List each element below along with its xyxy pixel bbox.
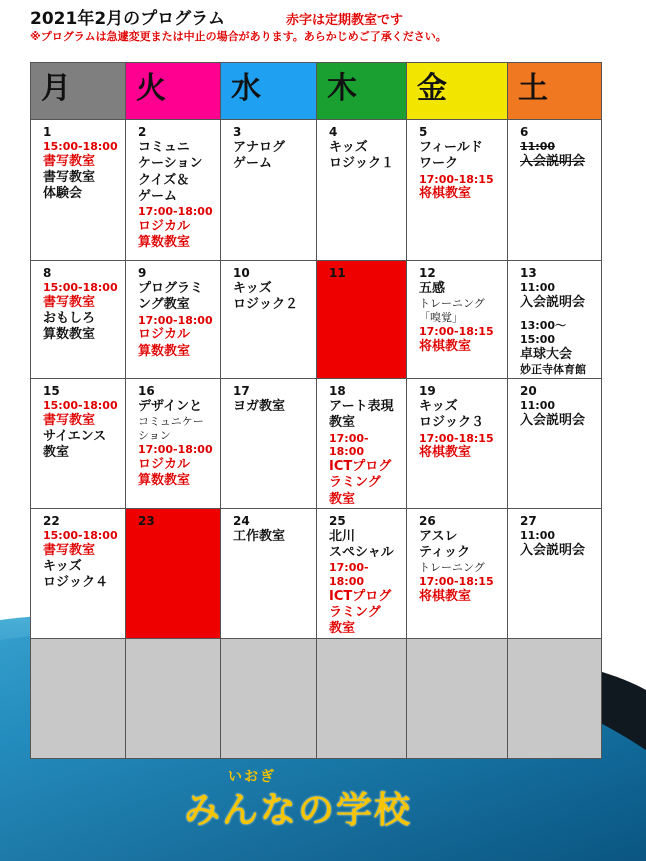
- day-cell-15: [31, 379, 126, 509]
- date-number: 23: [138, 513, 155, 528]
- day-cell-18: [317, 379, 407, 509]
- program-line: キッズ: [419, 399, 458, 414]
- program-line: アスレ: [419, 528, 458, 544]
- day-cell-24: [221, 508, 317, 638]
- date-number: 1: [43, 125, 52, 139]
- time-range: 17:00-18:00: [329, 431, 369, 459]
- empty-day-cell: [126, 638, 221, 758]
- program-line: キッズ: [329, 140, 368, 155]
- program-line: 入会説明会: [520, 542, 586, 558]
- weekday-tue: [126, 63, 221, 120]
- date-number: 3: [233, 125, 242, 139]
- program-line: 入会説明会: [520, 294, 586, 310]
- program-subline: トレーニング: [419, 561, 485, 575]
- program-line: フィールド: [419, 140, 483, 155]
- day-cell-13: [508, 261, 602, 379]
- day-cell-23-closed: [126, 508, 221, 638]
- cancelled-time: 11:00: [520, 140, 556, 153]
- day-cell-6: [508, 120, 602, 261]
- program-subline: 「嗅覚」: [419, 311, 463, 324]
- day-cell-20: [508, 379, 602, 509]
- calendar-table: [30, 62, 602, 759]
- time-range: 17:00-18:00: [138, 442, 213, 456]
- program-line: 五感: [419, 281, 446, 296]
- event-time: 11:00: [520, 281, 556, 294]
- date-number: 9: [138, 266, 147, 280]
- day-cell-19: [407, 379, 508, 509]
- date-number: 22: [43, 513, 60, 528]
- regular-class: ロジカル: [138, 327, 191, 343]
- week-row: [31, 508, 602, 638]
- program-line: ゲーム: [233, 156, 273, 172]
- program-line: クイズ＆: [138, 172, 190, 188]
- regular-class: 将棋教室: [419, 445, 472, 461]
- day-cell-8: [31, 261, 126, 379]
- date-number: 4: [329, 125, 338, 139]
- program-line: ロジック１: [329, 156, 395, 172]
- regular-class: 書写教室: [43, 294, 96, 310]
- date-number: 17: [233, 384, 250, 398]
- weekday-label: 金: [417, 71, 447, 106]
- event-time: 11:00: [520, 399, 556, 412]
- regular-class: ICTプログ: [329, 588, 392, 604]
- empty-day-cell: [31, 638, 126, 758]
- regular-class: 書写教室: [43, 542, 96, 558]
- date-number: 20: [520, 384, 537, 398]
- regular-class: ICTプログ: [329, 459, 392, 474]
- week-row-empty: [31, 638, 602, 758]
- weekday-sat: [508, 63, 602, 120]
- week-row: [31, 261, 602, 379]
- empty-day-cell: [508, 638, 602, 758]
- regular-class: 将棋教室: [419, 338, 472, 354]
- date-number: 5: [419, 125, 428, 139]
- regular-class: 書写教室: [43, 412, 96, 428]
- date-number: 19: [419, 384, 436, 398]
- empty-day-cell: [407, 638, 508, 758]
- empty-day-cell: [221, 638, 317, 758]
- weekday-label: 土: [518, 71, 548, 106]
- program-line: スペシャル: [329, 545, 394, 560]
- date-number: 25: [329, 513, 346, 528]
- regular-class: 教室: [329, 621, 356, 637]
- program-line: ロジック３: [419, 415, 485, 431]
- weekday-mon: [31, 63, 126, 120]
- page-title: 2021年2月のプログラム: [30, 9, 225, 29]
- day-cell-16: [126, 379, 221, 509]
- date-number: 24: [233, 513, 250, 528]
- event-time: 11:00: [520, 528, 556, 542]
- weekday-fri: [407, 63, 508, 120]
- day-cell-5: [407, 120, 508, 261]
- program-subline: ション: [138, 429, 171, 442]
- weekday-label: 木: [327, 71, 357, 106]
- day-cell-9: [126, 261, 221, 379]
- program-subline: トレーニング: [419, 297, 485, 311]
- logo-ruby: いおぎ: [228, 769, 276, 785]
- date-number: 26: [419, 513, 436, 528]
- day-cell-26: [407, 508, 508, 638]
- regular-class: 算数教室: [138, 343, 191, 359]
- program-line: ティック: [419, 545, 470, 560]
- regular-class: 算数教室: [138, 235, 191, 250]
- regular-class-note: 赤字は定期教室です: [286, 13, 404, 28]
- program-line: ヨガ教室: [233, 399, 286, 414]
- program-line: 入会説明会: [520, 412, 586, 428]
- cancelled-program: 入会説明会: [520, 153, 586, 169]
- date-number: 27: [520, 513, 537, 528]
- regular-class: 書写教室: [43, 153, 96, 169]
- program-line: 体験会: [43, 186, 83, 202]
- weekday-header-row: [31, 63, 602, 120]
- program-line: キッズ: [233, 281, 272, 296]
- time-range: 15:00-18:00: [43, 281, 118, 294]
- time-range: 17:00-18:15: [419, 431, 494, 445]
- day-cell-11-closed: [317, 261, 407, 379]
- time-range: 17:00-18:00: [138, 205, 213, 218]
- program-line: 北川: [329, 528, 356, 544]
- program-line: 算数教室: [43, 327, 96, 343]
- regular-class: ロジカル: [138, 218, 191, 234]
- day-cell-2: [126, 120, 221, 261]
- regular-class: 将棋教室: [419, 588, 472, 604]
- regular-class: ラミング: [329, 605, 381, 620]
- date-number: 2: [138, 125, 147, 139]
- date-number: 12: [419, 266, 436, 280]
- weekday-label: 火: [136, 71, 166, 106]
- program-line: 卓球大会: [520, 346, 573, 362]
- time-range: 15:00-18:00: [43, 399, 118, 412]
- day-cell-4: [317, 120, 407, 261]
- day-cell-27: [508, 508, 602, 638]
- change-notice: ※プログラムは急遽変更または中止の場合があります。あらかじめご了承ください。: [30, 30, 447, 43]
- day-cell-17: [221, 379, 317, 509]
- time-range: 17:00-18:00: [329, 561, 369, 588]
- program-line: 工作教室: [233, 528, 286, 544]
- regular-class: 算数教室: [138, 472, 191, 488]
- time-range: 17:00-18:15: [419, 172, 494, 186]
- day-cell-10: [221, 261, 317, 379]
- program-line: ケーション: [138, 156, 203, 172]
- date-number: 10: [233, 266, 250, 280]
- day-cell-3: [221, 120, 317, 261]
- program-line: 教室: [43, 445, 70, 461]
- program-line: コミュニ: [138, 140, 190, 155]
- program-line: デザインと: [138, 399, 203, 414]
- regular-class: ロジカル: [138, 456, 191, 472]
- time-range: 17:00-18:15: [419, 324, 494, 338]
- time-range: 15:00-18:00: [43, 528, 118, 542]
- program-line: サイエンス: [43, 429, 107, 444]
- date-number: 16: [138, 384, 155, 398]
- date-number: 11: [329, 266, 346, 280]
- weekday-thu: [317, 63, 407, 120]
- time-range: 15:00-18:00: [43, 140, 118, 153]
- program-line: キッズ: [43, 558, 82, 574]
- regular-class: ラミング: [329, 475, 381, 491]
- regular-class: 将棋教室: [419, 186, 472, 202]
- program-line: アナログ: [233, 140, 286, 155]
- day-cell-22: [31, 508, 126, 638]
- program-line: ワーク: [419, 156, 459, 172]
- program-line: 教室: [329, 415, 356, 431]
- program-line: プログラミ: [138, 281, 204, 296]
- date-number: 13: [520, 266, 537, 280]
- date-number: 6: [520, 125, 529, 139]
- weekday-label: 水: [231, 71, 261, 106]
- time-range: 17:00-18:15: [419, 575, 494, 588]
- program-line: ロジック２: [233, 297, 299, 313]
- event-time: 13:00～15:00: [520, 319, 567, 346]
- week-row: [31, 120, 602, 261]
- empty-day-cell: [317, 638, 407, 758]
- spacer: [520, 311, 595, 319]
- program-line: ング教室: [138, 297, 190, 313]
- program-line: 書写教室: [43, 170, 96, 185]
- event-venue: 妙正寺体育館: [520, 362, 586, 376]
- date-number: 18: [329, 384, 346, 398]
- school-logo: みんなの学校: [184, 790, 413, 831]
- program-line: ロジック４: [43, 575, 109, 590]
- program-subline: コミュニケー: [138, 415, 204, 429]
- date-number: 8: [43, 266, 52, 280]
- regular-class: 教室: [329, 491, 356, 507]
- day-cell-25: [317, 508, 407, 638]
- date-number: 15: [43, 384, 60, 398]
- time-range: 17:00-18:00: [138, 313, 213, 327]
- day-cell-12: [407, 261, 508, 379]
- weekday-label: 月: [41, 71, 71, 106]
- program-line: アート表現: [329, 399, 394, 414]
- day-cell-1: [31, 120, 126, 261]
- program-line: ゲーム: [138, 188, 178, 204]
- weekday-wed: [221, 63, 317, 120]
- program-line: おもしろ: [43, 311, 96, 326]
- week-row: [31, 379, 602, 509]
